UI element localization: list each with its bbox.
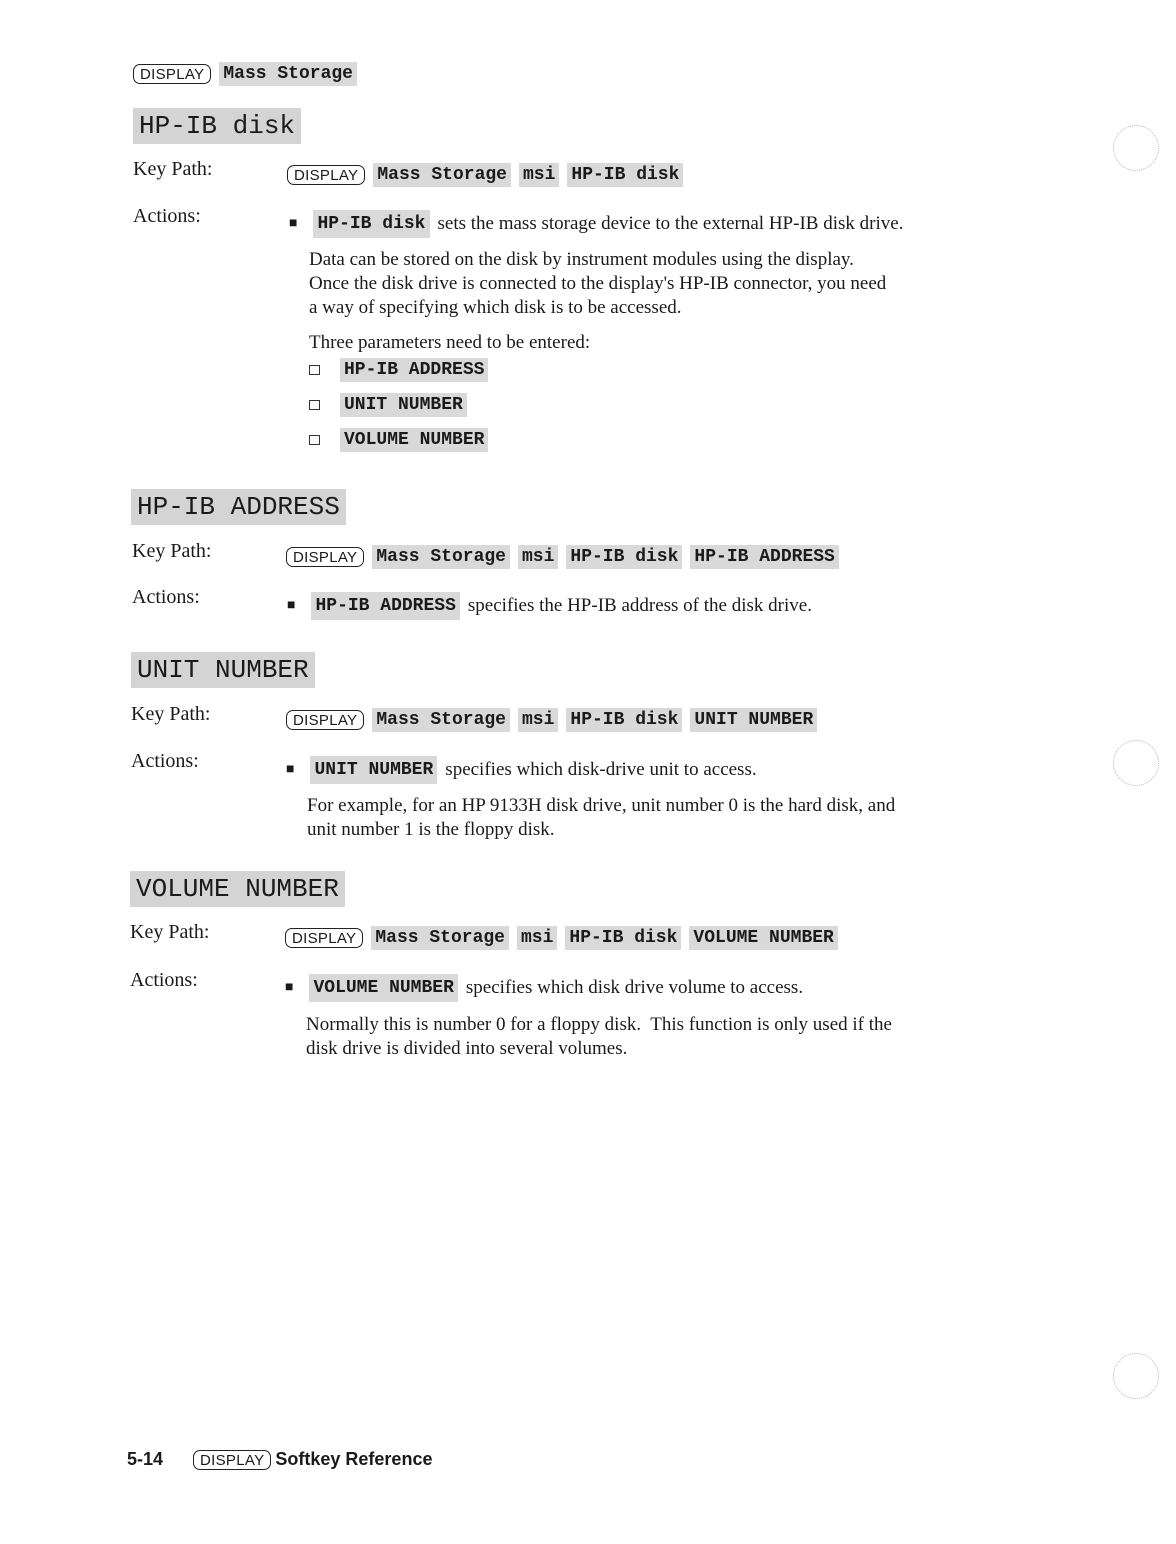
checkbox-bullet-icon bbox=[309, 365, 320, 375]
section-title: HP-IB ADDRESS bbox=[131, 489, 346, 525]
page-footer bbox=[127, 1449, 432, 1470]
action-item bbox=[289, 210, 903, 238]
keypath-softkey: msi bbox=[517, 926, 557, 950]
keypath bbox=[287, 163, 683, 187]
keypath-label: Key Path: bbox=[133, 158, 213, 180]
display-hardkey: DISPLAY bbox=[286, 547, 364, 567]
action-softkey: UNIT NUMBER bbox=[310, 756, 437, 784]
page-number: 5-14 bbox=[127, 1449, 164, 1469]
list-item: UNIT NUMBER bbox=[309, 393, 467, 417]
section-title: UNIT NUMBER bbox=[131, 652, 315, 688]
keypath-softkey: HP-IB ADDRESS bbox=[690, 545, 838, 569]
keypath bbox=[286, 545, 839, 569]
display-hardkey: DISPLAY bbox=[193, 1450, 271, 1470]
keypath-label: Key Path: bbox=[131, 703, 211, 725]
section-title: VOLUME NUMBER bbox=[130, 871, 345, 907]
display-hardkey: DISPLAY bbox=[287, 165, 365, 185]
action-text: specifies which disk drive volume to access. bbox=[465, 977, 804, 998]
punch-hole bbox=[1113, 125, 1159, 171]
keypath-softkey: Mass Storage bbox=[372, 545, 510, 569]
keypath-softkey: Mass Storage bbox=[373, 163, 511, 187]
paragraph: Three parameters need to be entered: bbox=[309, 332, 591, 353]
display-hardkey: DISPLAY bbox=[133, 64, 211, 84]
paragraph: Normally this is number 0 for a floppy disk. This function is only used if the disk drive is divided into several volumes. bbox=[306, 1014, 892, 1059]
section-title: HP-IB disk bbox=[133, 108, 301, 144]
display-hardkey: DISPLAY bbox=[285, 928, 363, 948]
keypath-softkey: msi bbox=[518, 708, 558, 732]
keypath-softkey: HP-IB disk bbox=[565, 926, 681, 950]
action-softkey: HP-IB ADDRESS bbox=[311, 592, 459, 620]
keypath-softkey: Mass Storage bbox=[371, 926, 509, 950]
bullet-icon: ■ bbox=[289, 216, 298, 231]
action-softkey: HP-IB disk bbox=[313, 210, 429, 238]
footer-title: Softkey Reference bbox=[275, 1449, 433, 1469]
checkbox-bullet-icon bbox=[309, 400, 320, 410]
display-hardkey: DISPLAY bbox=[286, 710, 364, 730]
bullet-icon: ■ bbox=[285, 980, 294, 995]
keypath-label: Key Path: bbox=[132, 540, 212, 562]
action-item bbox=[287, 592, 812, 620]
keypath-softkey: HP-IB disk bbox=[567, 163, 683, 187]
keypath-softkey: msi bbox=[518, 545, 558, 569]
actions-label: Actions: bbox=[132, 586, 200, 608]
bullet-icon: ■ bbox=[286, 762, 295, 777]
checkbox-bullet-icon bbox=[309, 435, 320, 445]
keypath-label: Key Path: bbox=[130, 921, 210, 943]
punch-hole bbox=[1113, 740, 1159, 786]
actions-label: Actions: bbox=[133, 205, 201, 227]
punch-hole bbox=[1113, 1353, 1159, 1399]
keypath-softkey: Mass Storage bbox=[372, 708, 510, 732]
keypath-softkey: HP-IB disk bbox=[566, 708, 682, 732]
action-text: sets the mass storage device to the external HP-IB disk drive. bbox=[437, 213, 904, 234]
action-item bbox=[285, 974, 803, 1002]
paragraph: Data can be stored on the disk by instrument modules using the display. Once the disk drive is connected to the display's HP-IB connector, you need a way of specifying which disk is to be accessed. bbox=[309, 249, 887, 318]
action-item bbox=[286, 756, 757, 784]
action-text: specifies the HP-IB address of the disk drive. bbox=[467, 595, 812, 616]
keypath-softkey: msi bbox=[519, 163, 559, 187]
keypath-softkey: HP-IB disk bbox=[566, 545, 682, 569]
actions-label: Actions: bbox=[131, 750, 199, 772]
page-header bbox=[133, 62, 357, 86]
list-item: VOLUME NUMBER bbox=[309, 428, 488, 452]
action-text: specifies which disk-drive unit to access. bbox=[445, 759, 757, 780]
list-item: HP-IB ADDRESS bbox=[309, 358, 488, 382]
action-softkey: VOLUME NUMBER bbox=[309, 974, 457, 1002]
header-softkey: Mass Storage bbox=[219, 62, 357, 86]
keypath-softkey: UNIT NUMBER bbox=[690, 708, 817, 732]
bullet-icon: ■ bbox=[287, 598, 296, 613]
keypath bbox=[286, 708, 817, 732]
actions-label: Actions: bbox=[130, 969, 198, 991]
keypath bbox=[285, 926, 838, 950]
keypath-softkey: VOLUME NUMBER bbox=[689, 926, 837, 950]
paragraph: For example, for an HP 9133H disk drive, unit number 0 is the hard disk, and unit number 1 is the floppy disk. bbox=[307, 795, 896, 840]
